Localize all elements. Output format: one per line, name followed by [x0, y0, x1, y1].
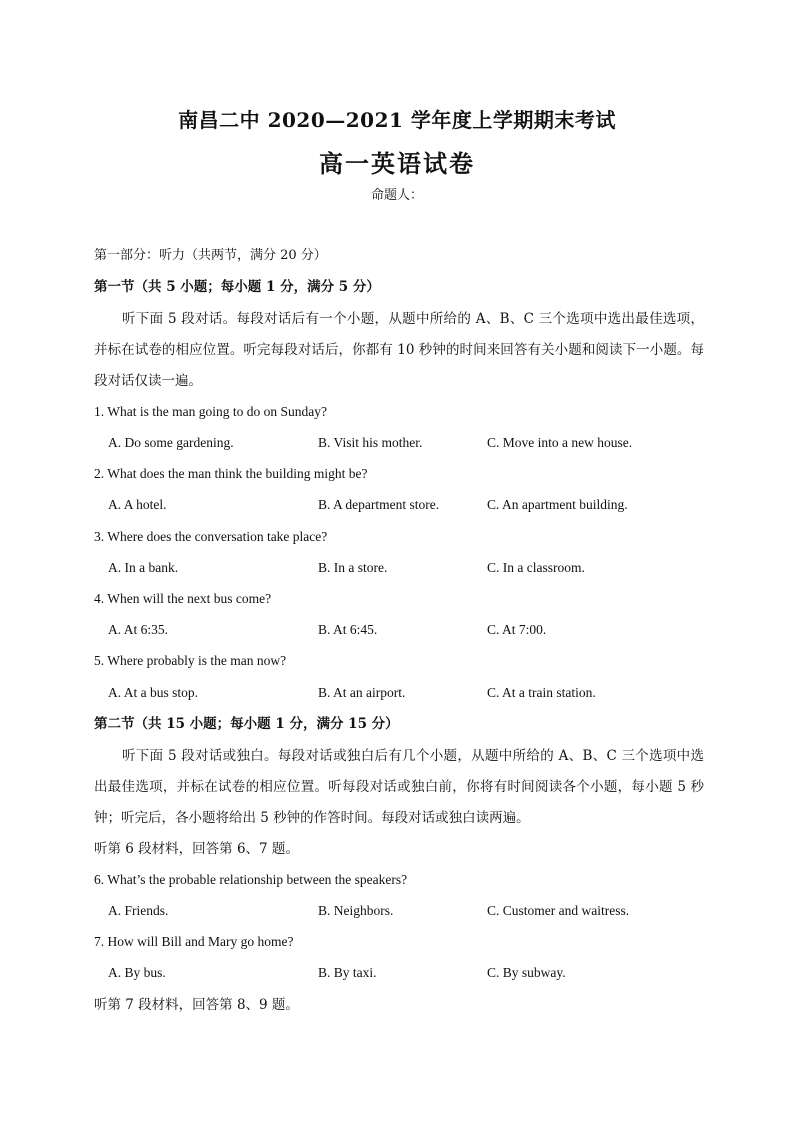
part1-heading: 第一部分：听力（共两节，满分 20 分）	[94, 248, 327, 263]
option-c: C. Move into a new house.	[487, 435, 633, 450]
option-b: B. At an airport.	[318, 685, 406, 700]
section1-instructions	[94, 304, 704, 397]
exam-subtitle: 高一英语试卷	[319, 149, 475, 178]
option-b: B. At 6:45.	[318, 622, 378, 637]
option-b: B. A department store.	[318, 497, 440, 512]
material-6-note: 听第 6 段材料，回答第 6、7 题。	[94, 841, 299, 857]
option-c: C. In a classroom.	[487, 560, 585, 575]
option-b: B. In a store.	[318, 560, 388, 575]
question-6-options	[108, 901, 728, 921]
question-7: 7. How will Bill and Mary go home?	[94, 934, 294, 949]
question-5: 5. Where probably is the man now?	[94, 653, 287, 668]
question-4-options	[108, 620, 728, 640]
exam-title: 南昌二中 2020—2021 学年度上学期期末考试	[178, 108, 616, 132]
question-5-options	[108, 683, 728, 703]
section1-heading: 第一节（共 5 小题；每小题 1 分，满分 5 分）	[94, 279, 380, 295]
option-a: A. By bus.	[108, 965, 166, 980]
section2-heading: 第二节（共 15 小题；每小题 1 分，满分 15 分）	[94, 716, 399, 732]
option-c: C. At 7:00.	[487, 622, 547, 637]
option-c: C. An apartment building.	[487, 497, 628, 512]
section1-instructions-text: 听下面 5 段对话。每段对话后有一个小题，从题中所给的 A、B、C 三个选项中选出最佳选项，并标在试卷的相应位置。听完每段对话后，你都有 10 秒钟的时间来回答有关小题和阅读下一小题。每段对话仅读一遍。	[94, 311, 704, 389]
question-2-options	[108, 495, 728, 515]
option-b: B. By taxi.	[318, 965, 377, 980]
question-3: 3. Where does the conversation take place?	[94, 529, 328, 544]
option-c: C. At a train station.	[487, 685, 596, 700]
question-6: 6. What’s the probable relationship between the speakers?	[94, 872, 408, 887]
option-a: A. In a bank.	[108, 560, 179, 575]
option-c: C. Customer and waitress.	[487, 903, 630, 918]
question-1-options	[108, 433, 728, 453]
option-a: A. Do some gardening.	[108, 435, 234, 450]
option-c: C. By subway.	[487, 965, 566, 980]
option-a: A. At 6:35.	[108, 622, 169, 637]
question-4: 4. When will the next bus come?	[94, 591, 272, 606]
section2-instructions	[94, 741, 704, 834]
option-b: B. Neighbors.	[318, 903, 394, 918]
option-a: A. At a bus stop.	[108, 685, 199, 700]
option-a: A. Friends.	[108, 903, 169, 918]
question-3-options	[108, 558, 728, 578]
option-a: A. A hotel.	[108, 497, 167, 512]
author-line: 命题人：	[370, 188, 423, 203]
question-7-options	[108, 963, 728, 983]
section2-instructions-text: 听下面 5 段对话或独白。每段对话或独白后有几个小题，从题中所给的 A、B、C 三个选项中选出最佳选项，并标在试卷的相应位置。听每段对话或独白前，你将有时间阅读各个小题，每小题 5 秒钟；听完后，各小题将给出 5 秒钟的作答时间。每段对话或独白读两遍。	[94, 748, 704, 826]
question-2: 2. What does the man think the building might be?	[94, 466, 368, 481]
material-7-note: 听第 7 段材料，回答第 8、9 题。	[94, 997, 299, 1013]
question-1: 1. What is the man going to do on Sunday?	[94, 404, 327, 419]
option-b: B. Visit his mother.	[318, 435, 423, 450]
